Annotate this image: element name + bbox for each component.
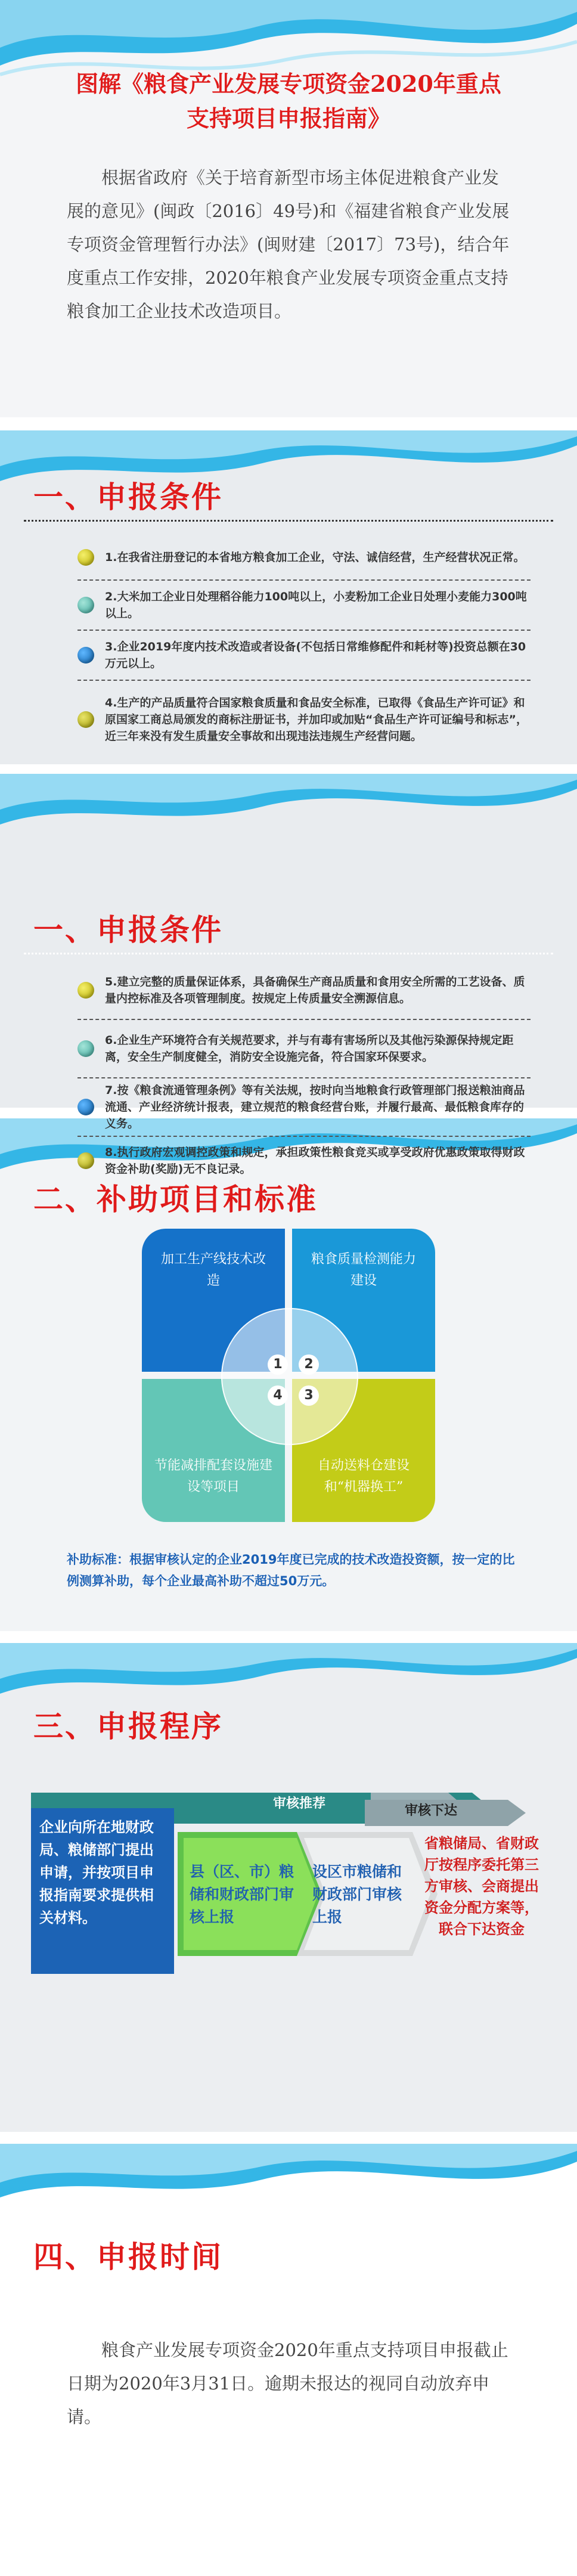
bullet-dot-icon	[77, 1099, 94, 1115]
bullet-dot-icon	[77, 549, 94, 566]
quadrant-3-text: 自动送料仓建设和“机器换工”	[317, 1458, 410, 1495]
quadrant-4-text: 节能减排配套设施建设等项目	[154, 1458, 272, 1495]
condition-item	[77, 962, 531, 1020]
condition-text: 1.在我省注册登记的本省地方粮食加工企业，守法、诚信经营，生产经营状况正常。	[105, 551, 525, 564]
condition-item	[77, 681, 531, 758]
condition-item	[77, 1078, 531, 1137]
conditions-list-2-overlay	[77, 962, 531, 1185]
center-circle	[221, 1308, 358, 1445]
subsidy-quadrant-diagram	[142, 1229, 435, 1522]
section-title-schedule: 四、申报时间	[33, 2239, 223, 2274]
condition-text: 2.大米加工企业日处理稻谷能力100吨以上，小麦粉加工企业日处理小麦能力300吨以上。	[105, 590, 527, 620]
review-issue-label: 审核下达	[404, 1803, 457, 1818]
condition-text: 4.生产的产品质量符合国家粮食质量和食品安全标准，已取得《食品生产许可证》和原国家工商总局颁发的商标注册证书，并加印或加贴“食品生产许可证编号和标志”，近三年来没有发生质量安全事故和出现违法违规生产经营问题。	[105, 696, 528, 743]
bullet-dot-icon	[77, 1040, 94, 1057]
condition-item	[77, 1137, 531, 1185]
section-2-panel	[0, 1118, 577, 1631]
section-4-panel	[0, 2144, 577, 2576]
bullet-dot-icon	[77, 647, 94, 664]
intro-paragraph: 根据省政府《关于培育新型市场主体促进粮食产业发展的意见》(闽政〔2016〕49号)和《福建省粮食产业发展专项资金管理暂行办法》(闽财建〔2017〕73号)，结合年度重点工作安排，2020年粮食产业发展专项资金重点支持粮食加工企业技术改造项目。	[67, 168, 510, 321]
bullet-dot-icon	[77, 1152, 94, 1169]
quadrant-number-4: 4	[268, 1385, 288, 1406]
bullet-dot-icon	[77, 982, 94, 999]
step-3-text: 设区市粮储和财政部门审核上报	[312, 1863, 402, 1926]
condition-item	[77, 581, 531, 631]
condition-text: 6.企业生产环境符合有关规范要求，并与有毒有害场所以及其他污染源保持规定距离，安全生产制度健全，消防安全设施完备，符合国家环保要求。	[105, 1034, 514, 1064]
review-recommend-label: 审核推荐	[272, 1796, 325, 1811]
section-title-conditions-continued: 一、申报条件	[33, 912, 223, 947]
step-2-text: 县（区、市）粮储和财政部门审核上报	[190, 1863, 294, 1926]
section-3-panel	[0, 1643, 577, 2132]
condition-text: 7.按《粮食流通管理条例》等有关法规，按时向当地粮食行政管理部门报送粮油商品流通、产业经济统计报表，建立规范的粮食经营台账，并履行最高、最低粮食库存的义务。	[105, 1084, 525, 1130]
condition-item	[77, 1020, 531, 1078]
step-4-text: 省粮储局、省财政厅按程序委托第三方审核、会商提出资金分配方案等，联合下达资金	[424, 1835, 539, 1938]
condition-text: 8.执行政府宏观调控政策和规定，承担政策性粮食竞买或享受政府优惠政策取得财政资金补助(奖励)无不良记录。	[105, 1146, 525, 1176]
section-divider	[24, 520, 553, 522]
condition-text: 3.企业2019年度内技术改造或者设备(不包括日常维修配件和耗材等)投资总额在30万元以上。	[105, 640, 526, 670]
header-panel	[0, 0, 577, 417]
section-title-procedure: 三、申报程序	[33, 1709, 223, 1744]
condition-item	[77, 631, 531, 681]
page-title	[24, 67, 553, 136]
condition-item	[77, 535, 531, 581]
step-1-text: 企业向所在地财政局、粮储部门提出申请，并按项目申报指南要求提供相关材料。	[39, 1819, 154, 1926]
quadrant-number-2: 2	[299, 1354, 319, 1375]
bullet-dot-icon	[77, 597, 94, 613]
section-title-conditions: 一、申报条件	[33, 479, 223, 514]
quadrant-1-text: 加工生产线技术改造	[160, 1252, 266, 1288]
quadrant-2-text: 粮食质量检测能力建设	[311, 1252, 416, 1288]
schedule-paragraph: 粮食产业发展专项资金2020年重点支持项目申报截止日期为2020年3月31日。逾期未报达的视同自动放弃申请。	[67, 2340, 508, 2427]
page-title-line-1: 图解《粮食产业发展专项资金2020年重点	[76, 70, 501, 97]
section-1a-panel	[0, 430, 577, 764]
section-wave-decoration	[0, 2144, 577, 2233]
conditions-list-1	[77, 535, 531, 758]
quadrant-number-3: 3	[299, 1385, 319, 1406]
section-title-subsidy: 二、补助项目和标准	[33, 1182, 318, 1217]
condition-text: 5.建立完整的质量保证体系，具备确保生产商品质量和食用安全所需的工艺设备、质量内控标准及各项管理制度。按规定上传质量安全溯源信息。	[105, 975, 525, 1005]
subsidy-standard-note: 补助标准：根据审核认定的企业2019年度已完成的技术改造投资额，按一定的比例测算补助，每个企业最高补助不超过50万元。	[67, 1552, 515, 1588]
quadrant-number-1: 1	[268, 1354, 288, 1375]
page-title-line-2: 支持项目申报指南》	[186, 105, 390, 132]
bullet-dot-icon	[77, 711, 94, 728]
